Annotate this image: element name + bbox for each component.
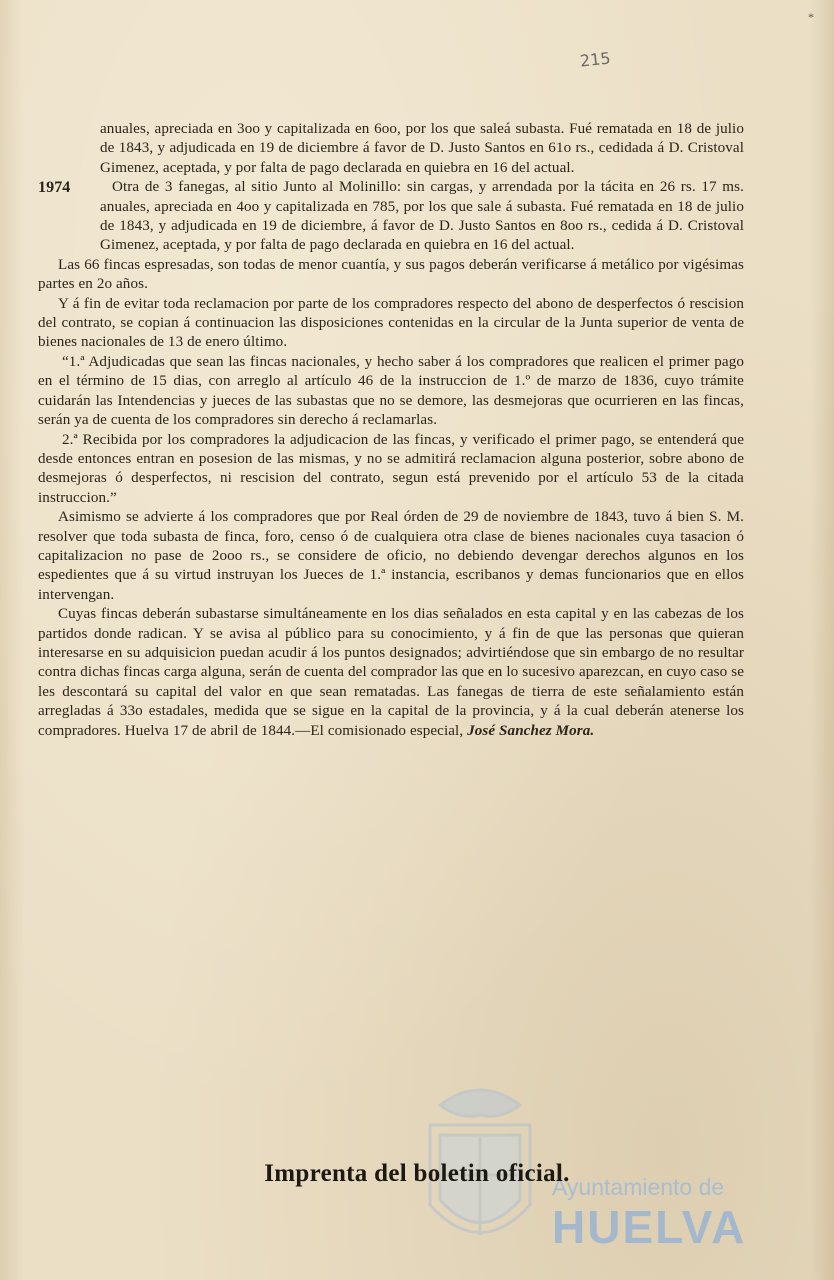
paragraph-asimismo: Asimismo se advierte á los compradores que por Real órden de 29 de noviembre de 1843, tuvo á bien S. M. resolver que toda subasta de finca, foro, censo ó de cualquiera otra clase de bienes nacionales cuya tasacion ó capitalizacion no pase de 2ooo rs., se considere de oficio, no debiendo devengar derechos algunos en los espedientes que á su virtud instruyan los Jueces de 1.ª instancia, escribanos y demas funcionarios que en ellos intervengan. xyxy=(38,509,744,603)
continuation-paragraph: anuales, apreciada en 3oo y capitalizada en 6oo, por los que saleá subasta. Fué rematada en 18 de julio de 1843, y adjudicada en 19 de diciembre á favor de D. Justo Santos en 61o rs., cedidada á D. Cristoval Gimenez, aceptada, y por falta de pago declarada en quiebra en 16 del actual. xyxy=(100,121,744,176)
page-number: 215 xyxy=(579,48,612,71)
printer-footer: Imprenta del boletin oficial. xyxy=(264,1160,570,1187)
rule-1: “1.ª Adjudicadas que sean las fincas nacionales, y hecho saber á los compradores que realicen el primer pago en el término de 15 dias, con arreglo al artículo 46 de la instruccion de 1.º de marzo de 1836, cuyo trámite cuidarán las Intendencias y jueces de las subastas que no se demore, las desmejoras que ocurrieren en las fincas, serán ya de cuenta de los compradores sin derecho á reclamarlas. xyxy=(38,353,744,429)
paragraph-fincas: Las 66 fincas espresadas, son todas de menor cuantía, y sus pagos deberán verificarse á metálico por vigésimas partes en 2o años. xyxy=(38,256,744,293)
rule-2: 2.ª Recibida por los compradores la adjudicacion de las fincas, y verificado el primer pago, se entenderá que desde entonces entran en posesion de las mismas, y no se admitirá reclamacion alguna posterior, sobre abono de desmejoras ó desperfectos, ni rescision del contrato, segun está prevenido por el artículo 53 de la citada instruccion.” xyxy=(38,431,744,506)
paragraph-cuyas xyxy=(38,605,744,741)
watermark-line-2: HUELVA xyxy=(552,1201,747,1253)
watermark-line-1: Ayuntamiento de xyxy=(552,1174,725,1200)
corner-mark: * xyxy=(808,10,814,24)
signature: José Sanchez Mora. xyxy=(467,722,595,739)
closing-text: Cuyas fincas deberán subastarse simultáneamente en los dias señalados en esta capital y en las cabezas de los partidos donde radican. Y se avisa al público para su conocimiento, y á fin de que las personas que quieran interesarse en su adquisicion puedan acudir á los puntos designados; advirtiéndose que sin embargo de no resultar contra dichas fincas carga alguna, serán de cuenta del comprador las que en lo sucesivo aparezcan, en cuyo caso se les descontará su capital del valor en que sean rematadas. Las fanegas de tierra de este señalamiento están arregladas á 33o estadales, medida que se sigue en la capital de la provincia, y á la cual deberán atenerse los compradores. Huelva 17 de abril de 1844.—El comisionado especial, xyxy=(38,606,744,739)
document-body xyxy=(38,120,744,741)
entry-number: 1974 xyxy=(38,179,71,197)
paragraph-reclamacion: Y á fin de evitar toda reclamacion por parte de los compradores respecto del abono de desperfectos ó rescision del contrato, se copian á continuacion las disposiciones contenidas en la circular de la Junta superior de venta de bienes nacionales de 13 de enero último. xyxy=(38,295,744,351)
entry-1974 xyxy=(38,178,744,256)
entry-text: Otra de 3 fanegas, al sitio Junto al Molinillo: sin cargas, y arrendada por la tácita en 26 rs. 17 ms. anuales, apreciada en 4oo y capitalizada en 785, por los que sale á subasta. Fué rematada en 18 de julio de 1843, y adjudicada en 19 de diciembre, á favor de D. Justo Santos en 8oo rs., cedida á D. Cristoval Gimenez, aceptada, y por falta de pago declarada en quiebra en 16 del actual. xyxy=(100,179,744,254)
